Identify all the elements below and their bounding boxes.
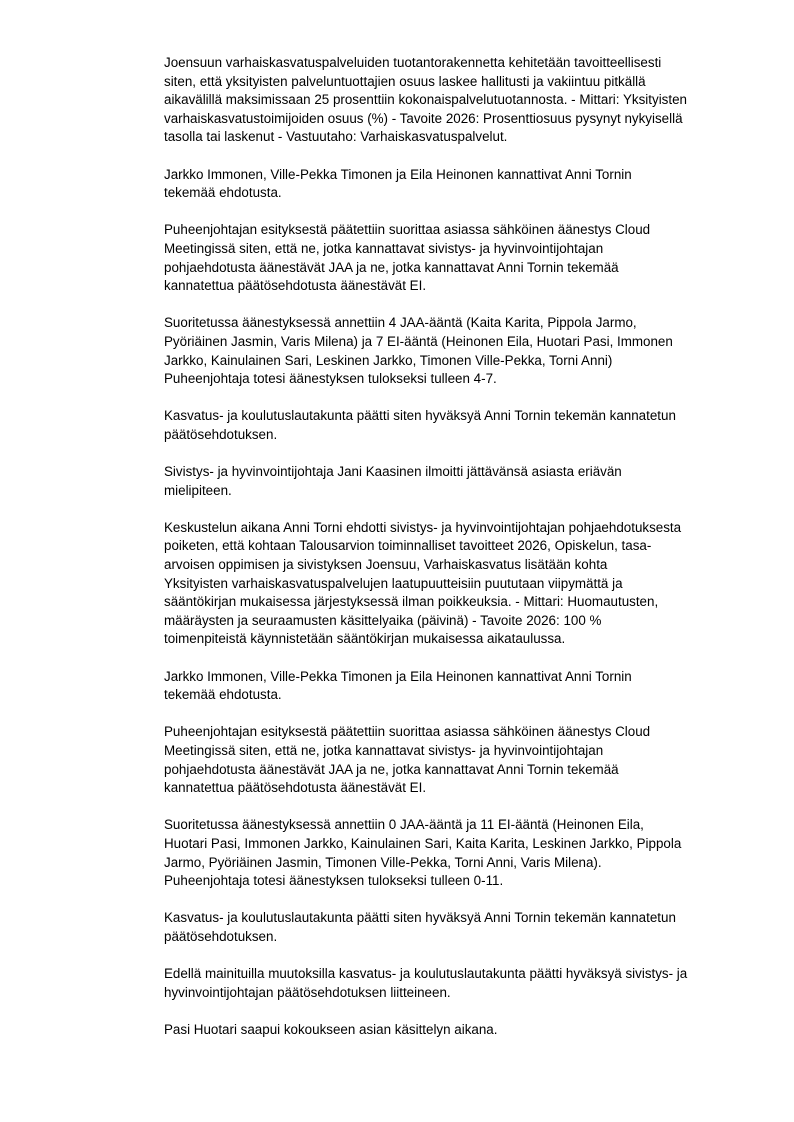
paragraph-dissent bbox=[164, 463, 744, 500]
paragraph-vote-result-2 bbox=[164, 816, 744, 890]
text-line: Jarmo, Pyöriäinen Jasmin, Timonen Ville-Pekka, Torni Anni, Varis Milena). bbox=[164, 854, 602, 870]
text-line: Suoritetussa äänestyksessä annettiin 0 JAA-ääntä ja 11 EI-ääntä (Heinonen Eila, bbox=[164, 817, 644, 833]
text-line: kannatettua päätösehdotusta äänestävät EI. bbox=[164, 278, 427, 294]
text-line: päätösehdotuksen. bbox=[164, 426, 278, 442]
text-line: Kasvatus- ja koulutuslautakunta päätti siten hyväksyä Anni Tornin tekemän kannatetun bbox=[164, 910, 676, 926]
text-line: Puheenjohtaja totesi äänestyksen tulokseksi tulleen 4-7. bbox=[164, 371, 497, 387]
text-line: Suoritetussa äänestyksessä annettiin 4 JAA-ääntä (Kaita Karita, Pippola Jarmo, bbox=[164, 315, 637, 331]
text-line: Jarkko Immonen, Ville-Pekka Timonen ja Eila Heinonen kannattivat Anni Tornin bbox=[164, 668, 632, 684]
text-line: aikavälillä maksimissaan 25 prosenttiin kokonaispalvelutuotannosta. - Mittari: Yksityisten bbox=[164, 92, 687, 108]
document-body bbox=[164, 54, 744, 1058]
text-line: Kasvatus- ja koulutuslautakunta päätti siten hyväksyä Anni Tornin tekemän kannatetun bbox=[164, 408, 676, 424]
text-line: Yksityisten varhaiskasvatuspalvelujen laatupuutteisiin puututaan viipymättä ja bbox=[164, 575, 623, 591]
paragraph-vote-procedure-1 bbox=[164, 221, 744, 295]
text-line: arvoisen oppimisen ja sivistyksen Joensuu, Varhaiskasvatus lisätään kohta bbox=[164, 557, 608, 573]
text-line: sääntökirjan mukaisessa järjestyksessä ilman poikkeuksia. - Mittari: Huomautusten, bbox=[164, 594, 659, 610]
text-line: Keskustelun aikana Anni Torni ehdotti sivistys- ja hyvinvointijohtajan pohjaehdotuksesta bbox=[164, 519, 682, 535]
text-line: hyvinvointijohtajan päätösehdotuksen liitteineen. bbox=[164, 984, 451, 1000]
text-line: Puheenjohtajan esityksestä päätettiin suorittaa asiassa sähköinen äänestys Cloud bbox=[164, 724, 651, 740]
text-line: Edellä mainituilla muutoksilla kasvatus- ja koulutuslautakunta päätti hyväksyä sivistys- ja bbox=[164, 966, 688, 982]
paragraph-proposal-2 bbox=[164, 519, 744, 649]
paragraph-vote-result-1 bbox=[164, 314, 744, 388]
text-line: poiketen, että kohtaan Talousarvion toiminnalliset tavoitteet 2026, Opiskelun, tasa- bbox=[164, 538, 652, 554]
text-line: varhaiskasvatustoimijoiden osuus (%) - Tavoite 2026: Prosenttiosuus pysynyt nykyisellä bbox=[164, 110, 683, 126]
text-line: päätösehdotuksen. bbox=[164, 928, 278, 944]
text-line: Meetingissä siten, että ne, jotka kannattavat sivistys- ja hyvinvointijohtajan bbox=[164, 742, 604, 758]
text-line: Jarkko, Kainulainen Sari, Leskinen Jarkko, Timonen Ville-Pekka, Torni Anni) bbox=[164, 352, 613, 368]
paragraph-arrival-note bbox=[164, 1021, 744, 1040]
text-line: Sivistys- ja hyvinvointijohtaja Jani Kaasinen ilmoitti jättävänsä asiasta eriävän bbox=[164, 464, 622, 480]
text-line: mielipiteen. bbox=[164, 482, 232, 498]
text-line: Meetingissä siten, että ne, jotka kannattavat sivistys- ja hyvinvointijohtajan bbox=[164, 240, 604, 256]
text-line: Pyöriäinen Jasmin, Varis Milena) ja 7 EI-ääntä (Heinonen Eila, Huotari Pasi, Immonen bbox=[164, 333, 673, 349]
text-line: tasolla tai laskenut - Vastuutaho: Varhaiskasvatuspalvelut. bbox=[164, 129, 508, 145]
text-line: kannatettua päätösehdotusta äänestävät EI. bbox=[164, 780, 427, 796]
paragraph-support-1 bbox=[164, 166, 744, 203]
paragraph-decision-1 bbox=[164, 407, 744, 444]
paragraph-support-2 bbox=[164, 668, 744, 705]
text-line: Huotari Pasi, Immonen Jarkko, Kainulainen Sari, Kaita Karita, Leskinen Jarkko, Pippola bbox=[164, 835, 682, 851]
paragraph-target-description bbox=[164, 54, 744, 147]
text-line: toimenpiteistä käynnistetään sääntökirjan mukaisessa aikataulussa. bbox=[164, 631, 566, 647]
paragraph-decision-2 bbox=[164, 909, 744, 946]
text-line: tekemää ehdotusta. bbox=[164, 687, 282, 703]
paragraph-vote-procedure-2 bbox=[164, 723, 744, 797]
text-line: Puheenjohtajan esityksestä päätettiin suorittaa asiassa sähköinen äänestys Cloud bbox=[164, 222, 651, 238]
text-line: pohjaehdotusta äänestävät JAA ja ne, jotka kannattavat Anni Tornin tekemää bbox=[164, 259, 619, 275]
text-line: siten, että yksityisten palveluntuottajien osuus laskee hallitusti ja vakiintuu pitkällä bbox=[164, 73, 646, 89]
text-line: Joensuun varhaiskasvatuspalveluiden tuotantorakennetta kehitetään tavoitteellisesti bbox=[164, 55, 662, 70]
text-line: määräysten ja seuraamusten käsittelyaika (päivinä) - Tavoite 2026: 100 % bbox=[164, 612, 602, 628]
text-line: Pasi Huotari saapui kokoukseen asian käsittelyn aikana. bbox=[164, 1021, 498, 1037]
paragraph-final-decision bbox=[164, 965, 744, 1002]
text-line: tekemää ehdotusta. bbox=[164, 185, 282, 201]
text-line: Puheenjohtaja totesi äänestyksen tulokseksi tulleen 0-11. bbox=[164, 873, 504, 889]
text-line: pohjaehdotusta äänestävät JAA ja ne, jotka kannattavat Anni Tornin tekemää bbox=[164, 761, 619, 777]
text-line: Jarkko Immonen, Ville-Pekka Timonen ja Eila Heinonen kannattivat Anni Tornin bbox=[164, 166, 632, 182]
